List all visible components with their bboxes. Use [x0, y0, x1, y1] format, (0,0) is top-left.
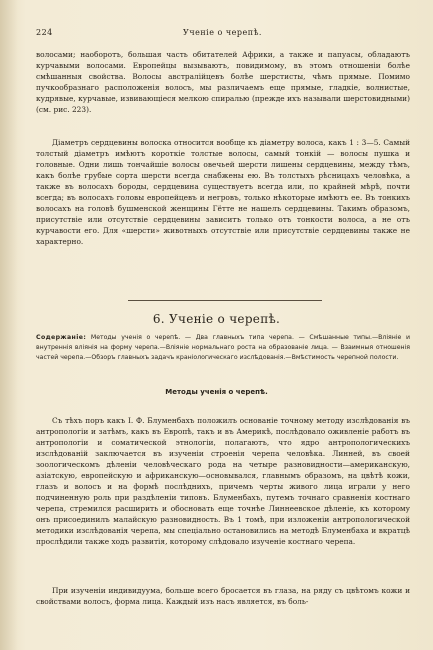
- paragraph-hair-types: волосами; наоборотъ, большая часть обитателей Африки, а также и папуасы, обладаютъ курчавыми волосами. Европейцы вызываютъ, повидимому, въ этомъ отношеніи болѣе смѣшанныя свойства. Волосы австралійцевъ болѣе шерстисты, чѣмъ прямые. Помимо пучкообразнаго расположенія волосъ, мы различаемъ еще прямые, гладкіе, волнистые, кудрявые, курчавые, извивающіеся мелкою спиралью (прежде ихъ называли шерстовидными) (см. рис. 223).: [36, 50, 410, 114]
- section-divider: [128, 300, 322, 301]
- paragraph-blumenbach: Съ тѣхъ поръ какъ І. Ф. Блуменбахъ положилъ основаніе точному методу изслѣдованія въ антропологіи и затѣмъ, какъ въ Европѣ, такъ и въ Америкѣ, послѣдовало оживленіе работъ въ антропологіи и соматической этнологіи, полагаютъ, что ядро антропологическихъ изслѣдованій заключается въ изученіи строенія черепа человѣка. Линней, въ своей зоологическомъ дѣленіи человѣческаго рода на четыре разновидности—американскую, азіатскую, европейскую и африканскую—основывался, главнымъ образомъ, на цвѣтѣ кожи, глазъ и волосъ и на формѣ послѣднихъ, причемъ черты живого лица играли у него подчиненную роль при раздѣленіи типовъ. Блуменбахъ, путемъ точнаго сравненія костнаго черепа, стремился расширить и обосновать еще точнѣе Линнеевское дѣленіе, къ которому онъ присоединилъ малайскую разновидность. Въ 1 томѣ, при изложеніи антропологической методики изслѣдованія черепа, мы спеціально остановились на методѣ Блуменбаха и вкратцѣ прослѣдили также ходъ развитія, которому слѣдовало изученіе костнаго черепа.: [36, 416, 410, 546]
- summary-lead: Содержаніе:: [36, 334, 87, 341]
- section-summary: [36, 333, 410, 363]
- summary-text: Методы ученія о черепѣ. — Два главныхъ типа черепа. — Смѣшанные типы.—Вліяніе и внутреннія вліянія на форму черепа.—Вліяніе нормальнаго роста на образованіе лица. — Взаимныя отношенія частей черепа.—Обзоръ главныхъ задачъ краніологическаго изслѣдованія.—Вмѣстимость черепной полости.: [36, 334, 411, 361]
- page-number: 224: [36, 28, 53, 37]
- section-title: 6. Ученіе о черепѣ.: [152, 312, 281, 326]
- subsection-title: Методы ученія о черепѣ.: [165, 388, 268, 396]
- running-title: Ученіе о черепѣ.: [183, 28, 262, 37]
- page-header: [36, 28, 409, 40]
- paragraph-face-form: При изученіи индивидуума, больше всего бросается въ глаза, на ряду съ цвѣтомъ кожи и свойствами волосъ, форма лица. Каждый изъ насъ является, въ боль-: [36, 586, 410, 606]
- paragraph-hair-medulla: Діаметръ сердцевины волоска относится вообще къ діаметру волоса, какъ 1 : 3—5. Самый толстый діаметръ имѣютъ короткіе толстые волосы, самый тонкій — волосы пушка и головные. Одни лишь тончайшіе волосы овечьей шерсти лишены сердцевины, между тѣмъ, какъ болѣе грубые сорта шерсти всегда снабжены ею. Въ толстыхъ рѣсницахъ человѣка, а также въ волосахъ бороды, сердцевина существуетъ всегда или, по крайней мѣрѣ, почти всегда; въ волосахъ головы европейцевъ и негровъ, только нѣкоторые имѣютъ ее. Въ тонкихъ волосахъ на головѣ бушменской женщины Гётте не нашелъ сердцевины. Такимъ образомъ, присутствіе или отсутствіе сердцевины зависитъ только отъ тонкости волоса, а не отъ курчавости его. Для «шерсти» животныхъ отсутствіе или присутствіе сердцевины также не характерно.: [36, 138, 410, 246]
